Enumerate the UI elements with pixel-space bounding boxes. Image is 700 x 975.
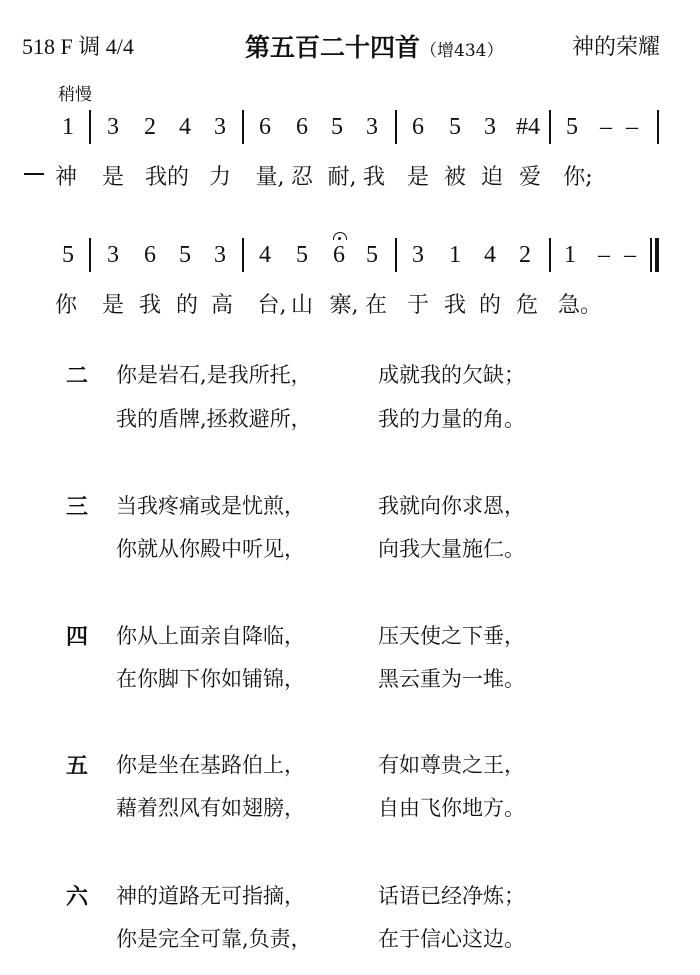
lyric: 危 <box>515 293 539 318</box>
note: 5 <box>331 114 343 140</box>
lyric: 神 <box>54 165 78 190</box>
lyric: 爱 <box>518 165 542 190</box>
bar-line <box>89 238 91 272</box>
bar-line <box>549 238 551 272</box>
note: 5 <box>366 242 378 268</box>
verse-line: 压天使之下垂， <box>378 624 525 648</box>
lyric: 耐, <box>327 165 357 190</box>
verse-line: 你是坐在基路伯上， <box>116 753 305 777</box>
lyric: 的 <box>478 293 502 318</box>
lyric: 我的 <box>144 165 190 190</box>
lyric: 我 <box>138 293 162 318</box>
lyric: 忍 <box>290 165 314 190</box>
note: 3 <box>412 242 424 268</box>
lyric: 量, <box>255 165 285 190</box>
note: 2 <box>144 114 156 140</box>
lyric: 山 <box>290 293 314 318</box>
verse-line: 你从上面亲自降临， <box>116 624 305 648</box>
verse-line: 藉着烈风有如翅膀， <box>116 796 305 820</box>
bar-line <box>395 110 397 144</box>
note: 5 <box>566 114 578 140</box>
lyric: 你 <box>54 293 78 318</box>
lyric: 力 <box>208 165 232 190</box>
note: 6 <box>412 114 424 140</box>
note: 1 <box>449 242 461 268</box>
note: – <box>624 242 636 268</box>
lyric: 是 <box>101 165 125 190</box>
lyric: 是 <box>101 293 125 318</box>
title-sub: （增434） <box>420 41 504 61</box>
verse-line: 神的道路无可指摘， <box>116 884 305 908</box>
lyric: 我 <box>362 165 386 190</box>
lyric: 被 <box>443 165 467 190</box>
bar-line <box>657 110 659 144</box>
note: 4 <box>179 114 191 140</box>
note: 4 <box>484 242 496 268</box>
note: 5 <box>449 114 461 140</box>
verse-line: 话语已经净炼； <box>378 884 525 908</box>
bar-line <box>242 238 244 272</box>
verse-line: 我的盾牌,拯救避所， <box>116 407 312 431</box>
verse-line: 你就从你殿中听见， <box>116 537 305 561</box>
verse-line: 我就向你求恩， <box>378 494 525 518</box>
verse-number: 三 <box>66 494 89 520</box>
tempo-marking: 稍慢 <box>58 85 92 105</box>
final-bar-line <box>650 238 652 272</box>
note: 6 <box>296 114 308 140</box>
verse-line: 我的力量的角。 <box>378 407 525 431</box>
verse-line: 有如尊贵之王， <box>378 753 525 777</box>
verse-line: 自由飞你地方。 <box>378 796 525 820</box>
score-line-2-lyrics <box>0 288 700 318</box>
lyric: 寨, <box>329 293 359 318</box>
verse-number: 五 <box>66 753 89 779</box>
score-line-2-notes <box>0 242 700 278</box>
hymn-theme: 神的荣耀 <box>572 35 661 60</box>
final-bar-line-thick <box>655 238 659 272</box>
hymn-number-key: 518 F 调 4/4 <box>22 34 134 59</box>
note: 3 <box>214 242 226 268</box>
verse-line: 在于信心这边。 <box>378 927 525 951</box>
note: 3 <box>484 114 496 140</box>
bar-line <box>89 110 91 144</box>
note: 3 <box>107 114 119 140</box>
bar-line <box>549 110 551 144</box>
verse-line: 黑云重为一堆。 <box>378 667 525 691</box>
note: 3 <box>214 114 226 140</box>
note: 6 <box>333 242 345 268</box>
note: 1 <box>564 242 576 268</box>
lyric: 急。 <box>557 293 603 318</box>
verse-line: 当我疼痛或是忧煎， <box>116 494 305 518</box>
title-main: 第五百二十四首 <box>245 33 421 62</box>
verse-line: 你是完全可靠,负责， <box>116 927 312 951</box>
note: 5 <box>179 242 191 268</box>
note: 1 <box>62 114 74 140</box>
lyric: 迫 <box>480 165 504 190</box>
lyric: 高 <box>210 293 234 318</box>
note: 6 <box>259 114 271 140</box>
hymn-title <box>245 28 503 64</box>
lyric: 于 <box>406 293 430 318</box>
verse-number: 六 <box>66 884 89 910</box>
lyric: 你; <box>563 165 593 190</box>
verse-number: 四 <box>66 624 89 650</box>
fermata-dot <box>338 237 341 240</box>
lyric: 台, <box>257 293 287 318</box>
verse-number: 二 <box>66 363 89 389</box>
lyric: 我 <box>443 293 467 318</box>
verse-line: 你是岩石,是我所托， <box>116 363 312 387</box>
lyric: 在 <box>364 293 388 318</box>
note: 5 <box>296 242 308 268</box>
note: 2 <box>519 242 531 268</box>
note: – <box>600 114 612 140</box>
verse-line: 成就我的欠缺； <box>378 363 525 387</box>
note: – <box>626 114 638 140</box>
note: 3 <box>107 242 119 268</box>
score-line-1-notes <box>0 114 700 150</box>
note: 3 <box>366 114 378 140</box>
verse-line: 在你脚下你如铺锦， <box>116 667 305 691</box>
note: #4 <box>516 114 540 140</box>
note: 4 <box>259 242 271 268</box>
lyric: 是 <box>406 165 430 190</box>
note: – <box>598 242 610 268</box>
score-line-1-lyrics <box>0 160 700 190</box>
bar-line <box>242 110 244 144</box>
lyric: 的 <box>175 293 199 318</box>
bar-line <box>395 238 397 272</box>
verse-line: 向我大量施仁。 <box>378 537 525 561</box>
note: 6 <box>144 242 156 268</box>
note: 5 <box>62 242 74 268</box>
